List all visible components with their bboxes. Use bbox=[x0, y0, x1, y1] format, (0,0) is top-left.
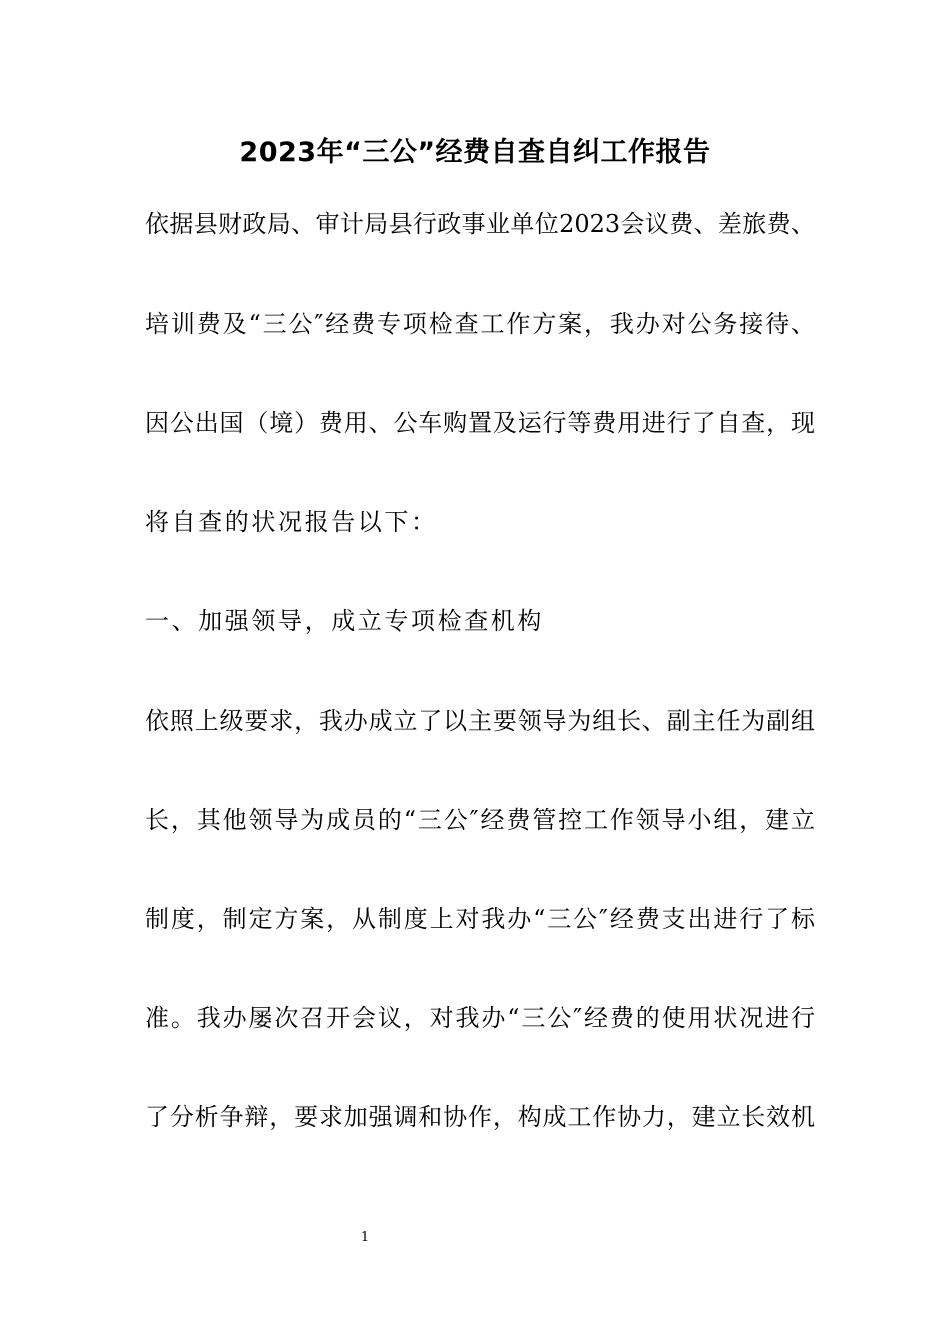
paragraph-line: 依照上级要求，我办成立了以主要领导为组长、副主任为副组 bbox=[145, 707, 815, 735]
paragraph-line: 培训费及“三公″经费专项检查工作方案，我办对公务接待、 bbox=[145, 310, 815, 338]
paragraph-line: 将自查的状况报告以下： bbox=[145, 508, 438, 536]
paragraph-line: 准。我办屡次召开会议，对我办“三公″经费的使用状况进行 bbox=[145, 1004, 815, 1032]
paragraph-line: 长，其他领导为成员的“三公″经费管控工作领导小组，建立 bbox=[145, 806, 815, 834]
paragraph-line: 制度，制定方案，从制度上对我办“三公″经费支出进行了标 bbox=[145, 905, 815, 933]
paragraph-line: 依据县财政局、审计局县行政事业单位2023会议费、差旅费、 bbox=[145, 210, 815, 238]
paragraph-line: 因公出国（境）费用、公车购置及运行等费用进行了自查，现 bbox=[145, 409, 815, 437]
document-title: 2023年“三公”经费自查自纠工作报告 bbox=[239, 137, 711, 168]
paragraph-line: 了分析争辩，要求加强调和协作，构成工作协力，建立长效机 bbox=[145, 1103, 815, 1131]
page-number: 1 bbox=[360, 1230, 370, 1245]
section-heading: 一、加强领导，成立专项检查机构 bbox=[145, 607, 544, 635]
